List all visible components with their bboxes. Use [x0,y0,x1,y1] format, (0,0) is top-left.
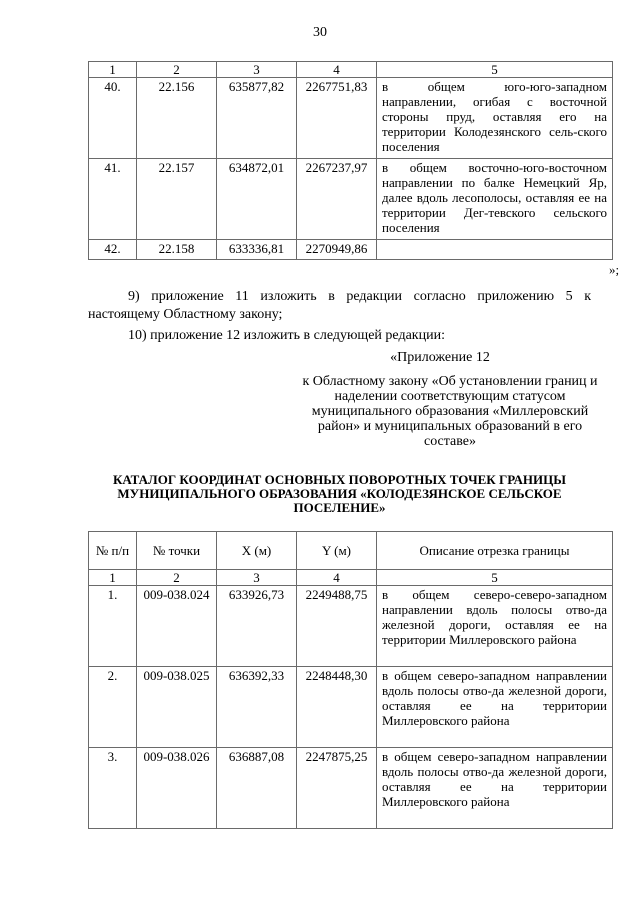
y-coordinate: 2267237,97 [297,159,377,240]
appendix-title: «Приложение 12 [390,350,490,365]
header-row [89,532,613,570]
table-row [89,586,613,667]
x-coordinate: 634872,01 [217,159,297,240]
table-row [89,667,613,748]
row-number: 42. [89,240,137,260]
y-coordinate: 2247875,25 [297,748,377,829]
point-id: 22.158 [137,240,217,260]
page-number: 30 [313,25,327,40]
column-header: X (м) [217,532,297,570]
row-number: 3. [89,748,137,829]
column-number: 3 [217,62,297,78]
y-coordinate: 2248448,30 [297,667,377,748]
row-number: 40. [89,78,137,159]
closing-quote: »; [609,262,620,277]
column-number: 4 [297,570,377,586]
column-number: 2 [137,62,217,78]
column-header: № п/п [89,532,137,570]
row-number: 41. [89,159,137,240]
appendix-caption: к Областному закону «Об установлении границ и наделении соответствующим статусом муниципального образования «Миллеровский район» и муниципальных образований в его составе» [302,374,598,449]
point-id: 009-038.024 [137,586,217,667]
column-number: 5 [377,570,613,586]
column-number: 1 [89,570,137,586]
y-coordinate: 2267751,83 [297,78,377,159]
y-coordinate: 2270949,86 [297,240,377,260]
column-number-row [89,570,613,586]
x-coordinate: 636392,33 [217,667,297,748]
column-number: 5 [377,62,613,78]
table-row [89,78,613,159]
column-number-row [89,62,613,78]
point-id: 009-038.026 [137,748,217,829]
segment-description: в общем северо-западном направлении вдоль полосы отво-да железной дороги, оставляя ее на территории Миллеровского района [377,748,613,829]
segment-description [377,240,613,260]
segment-description: в общем восточно-юго-восточном направлении по балке Немецкий Яр, далее вдоль лесополосы, оставляя ее на территории Дег-тевского сельского поселения [377,159,613,240]
x-coordinate: 636887,08 [217,748,297,829]
row-number: 1. [89,586,137,667]
paragraph-item-9 [88,288,591,324]
segment-description: в общем северо-западном направлении вдоль полосы отво-да железной дороги, оставляя ее на территории Миллеровского района [377,667,613,748]
point-id: 22.157 [137,159,217,240]
catalog-heading: КАТАЛОГ КООРДИНАТ ОСНОВНЫХ ПОВОРОТНЫХ ТОЧЕК ГРАНИЦЫ МУНИЦИПАЛЬНОГО ОБРАЗОВАНИЯ «КОЛОДЕЗЯНСКОЕ СЕЛЬСКОЕ ПОСЕЛЕНИЕ» [112,472,567,515]
column-number: 3 [217,570,297,586]
segment-description: в общем северо-северо-западном направлении вдоль полосы отво-да железной дороги, оставляя ее на территории Миллеровского района [377,586,613,667]
column-number: 4 [297,62,377,78]
y-coordinate: 2249488,75 [297,586,377,667]
column-number: 1 [89,62,137,78]
segment-description: в общем юго-юго-западном направлении, огибая с восточной стороны пруд, оставляя его на территории Колодезянского сель-ского поселения [377,78,613,159]
column-header: Y (м) [297,532,377,570]
table-row [89,748,613,829]
column-number: 2 [137,570,217,586]
x-coordinate: 633336,81 [217,240,297,260]
paragraph-item-10: 10) приложение 12 изложить в следующей редакции: [128,328,445,343]
table-row [89,240,613,260]
point-id: 009-038.025 [137,667,217,748]
table-row [89,159,613,240]
row-number: 2. [89,667,137,748]
x-coordinate: 633926,73 [217,586,297,667]
point-id: 22.156 [137,78,217,159]
coordinates-table-continued [88,61,613,260]
column-header: Описание отрезка границы [377,532,613,570]
coordinates-catalog-table [88,531,613,829]
x-coordinate: 635877,82 [217,78,297,159]
column-header: № точки [137,532,217,570]
paragraph-text: 9) приложение 11 изложить в редакции согласно приложению 5 к настоящему Областному закону; [88,289,591,322]
